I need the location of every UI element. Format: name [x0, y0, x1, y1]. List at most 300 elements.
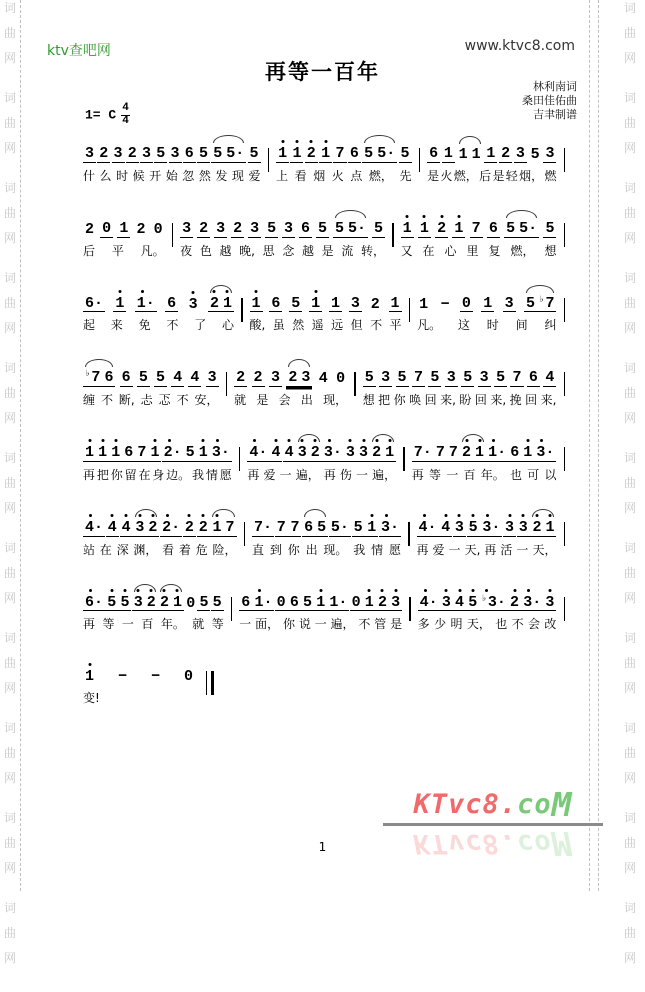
note-token: 5: [199, 593, 209, 611]
note-token: 5: [105, 595, 118, 612]
note-token: 6: [488, 219, 498, 237]
note-token: 3: [515, 145, 525, 162]
note-token: 1: [119, 219, 129, 237]
note-token: 2·: [162, 445, 184, 462]
watermark-column-left: [1, 1, 19, 965]
slur-group: [296, 445, 322, 462]
note-token: 1·: [135, 296, 157, 313]
lyrics-row: [239, 615, 402, 632]
note-token: 3·: [534, 445, 556, 462]
slur-group: [333, 221, 368, 238]
measure: [398, 211, 560, 259]
lyrics-row: [412, 466, 557, 483]
lyric-syllable: 想: [544, 243, 557, 258]
octave-dot: [314, 439, 317, 442]
lyric-syllable: 间: [515, 318, 528, 333]
lyric-syllable: 酸,: [249, 318, 266, 333]
lyric-syllable: 你: [393, 393, 406, 407]
lyric-syllable: 唤: [409, 393, 422, 407]
octave-dot: [176, 589, 179, 592]
lyric-syllable: 火: [440, 168, 453, 183]
octave-dot: [381, 589, 384, 592]
octave-dot: [445, 589, 448, 592]
lyric-syllable: 一: [516, 542, 529, 557]
barline: [239, 447, 241, 471]
octave-dot: [141, 290, 144, 293]
lyric-syllable: 缠: [83, 393, 96, 407]
lyricist-credit: 林利南词: [533, 80, 577, 93]
note-token: 0: [184, 668, 194, 686]
watermark-char: 词: [3, 721, 16, 735]
note-token: 3: [543, 595, 556, 612]
lyric-syllable: 后: [83, 243, 96, 258]
note-token: 1: [483, 294, 493, 312]
lyric-syllable: 深: [116, 542, 129, 557]
note-token: 1: [109, 445, 122, 462]
octave-dot: [424, 589, 427, 592]
slur-group: [211, 146, 246, 163]
note-token: 1: [452, 221, 465, 238]
octave-dot: [188, 514, 191, 517]
lyric-syllable: 留: [124, 467, 137, 482]
note-token: 1: [83, 669, 96, 685]
note-token: 2: [199, 219, 209, 237]
note-token: 7: [435, 444, 445, 461]
note-token: 1: [458, 146, 468, 163]
note-token: 1·: [486, 445, 508, 462]
measure: [80, 659, 198, 706]
note-token: 2: [146, 520, 159, 537]
note-token: 1: [521, 445, 534, 462]
note-token: 5: [267, 219, 277, 237]
notes-row: [250, 286, 402, 313]
notes-row: [83, 435, 232, 462]
lyric-syllable: 现: [231, 168, 244, 183]
lyric-syllable: 盼: [459, 393, 472, 407]
note-token: 1: [543, 520, 556, 537]
octave-dot: [472, 514, 475, 517]
note-token: 2: [208, 296, 221, 313]
watermark-char: 网: [623, 141, 636, 155]
page-number: 1: [318, 840, 327, 854]
note-token: 1: [96, 445, 109, 462]
lyric-syllable: 再: [83, 617, 96, 632]
lyric-syllable: 越: [219, 243, 232, 258]
octave-dot: [163, 589, 166, 592]
octave-dot: [444, 514, 447, 517]
note-token: 2: [501, 145, 511, 162]
watermark-char: 曲: [623, 26, 636, 40]
barline: [564, 597, 566, 621]
note-token: 3: [545, 145, 555, 162]
note-token: 7: [471, 219, 481, 237]
measure: [249, 510, 404, 558]
barline: [231, 597, 233, 621]
octave-dot: [310, 140, 313, 143]
site-name-link[interactable]: ktv查吧网: [47, 43, 111, 59]
octave-dot: [540, 439, 543, 442]
note-token: 3: [250, 219, 260, 237]
barline: [409, 597, 411, 621]
lyric-syllable: 远: [331, 318, 344, 333]
note-token: 3: [132, 595, 145, 612]
watermark-char: 曲: [3, 926, 16, 940]
octave-dot: [465, 439, 468, 442]
note-token: 1: [210, 520, 223, 537]
lyric-syllable: 出: [300, 393, 313, 407]
lyric-syllable: 活: [500, 542, 513, 557]
watermark-char: 词: [3, 541, 16, 555]
lyric-syllable: 再: [416, 542, 429, 557]
octave-dot: [388, 439, 391, 442]
octave-dot: [137, 589, 140, 592]
lyric-syllable: 来,: [540, 393, 557, 407]
lyric-syllable: 回: [424, 393, 437, 407]
lyrics-row: [83, 167, 261, 184]
lyrics-row: [234, 391, 347, 408]
lyric-syllable: 是: [390, 617, 403, 632]
note-token: 4·: [83, 520, 105, 537]
lyric-syllable: 么: [99, 168, 112, 183]
measure: [80, 136, 264, 184]
note-token: 7: [137, 444, 147, 461]
measure: [80, 585, 227, 633]
watermark-char: 网: [623, 51, 636, 65]
lyrics-row: [83, 391, 219, 408]
note-token: 1: [309, 296, 322, 313]
notes-row: [83, 360, 219, 387]
note-token: 3: [389, 595, 402, 612]
note-token: 3: [344, 445, 357, 462]
lyrics-row: [401, 242, 557, 259]
lyric-syllable: 我: [192, 467, 205, 482]
octave-dot: [423, 514, 426, 517]
lyric-syllable: 纠: [544, 318, 557, 333]
octave-dot: [385, 514, 388, 517]
lyric-syllable: 出: [305, 542, 318, 557]
octave-dot: [522, 514, 525, 517]
note-token: 1: [401, 221, 414, 238]
lyric-syllable: 会: [528, 617, 541, 632]
measure: [236, 585, 405, 633]
octave-dot: [492, 439, 495, 442]
watermark-char: 曲: [623, 116, 636, 130]
lyric-syllable: 再: [247, 467, 260, 482]
watermark-char: 曲: [623, 836, 636, 850]
note-token: 5: [335, 219, 345, 237]
lyric-syllable: 烟，: [519, 168, 544, 183]
lyric-syllable: 就: [192, 617, 205, 632]
key-text: 1= C: [85, 107, 117, 123]
lyrics-row: [83, 615, 224, 632]
watermark-char: 曲: [623, 926, 636, 940]
notes-row: [83, 659, 195, 685]
note-token: 7: [225, 518, 235, 536]
lyric-syllable: 不: [511, 617, 524, 632]
lyric-syllable: 挽: [509, 393, 522, 407]
watermark-char: 曲: [3, 116, 16, 130]
watermark-char: 网: [623, 411, 636, 425]
lyric-syllable: 爱: [248, 168, 261, 183]
octave-dot: [88, 439, 91, 442]
lyric-syllable: 开: [149, 168, 162, 183]
credits-block: [522, 80, 577, 122]
lyric-syllable: 再: [484, 542, 497, 557]
lyric-syllable: 这: [457, 318, 470, 333]
octave-dot: [255, 290, 258, 293]
lyric-syllable: 你: [287, 542, 300, 557]
lyric-syllable: 会: [278, 393, 291, 407]
lyric-syllable: 直: [252, 542, 265, 557]
lyric-syllable: 遍，: [372, 467, 397, 482]
watermark-char: 词: [3, 181, 16, 195]
watermark-char: 网: [3, 681, 16, 695]
note-token: −: [151, 668, 161, 686]
score-system: [80, 286, 569, 334]
lyric-syllable: 遥: [311, 318, 324, 333]
watermark-char: 词: [623, 361, 636, 375]
note-token: 6: [184, 145, 194, 162]
note-token: −: [440, 295, 450, 313]
lyric-syllable: 然: [292, 318, 305, 333]
note-token: 5: [545, 219, 555, 237]
octave-dot: [216, 439, 219, 442]
note-token: 7: [276, 518, 286, 536]
lyric-syllable: 等: [102, 617, 115, 632]
lyric-syllable: 再: [83, 467, 96, 482]
watermark-char: 曲: [3, 476, 16, 490]
note-token: 1: [390, 294, 400, 312]
watermark-char: 网: [3, 411, 16, 425]
lyric-syllable: 了: [194, 318, 207, 333]
note-token: 5: [156, 369, 166, 387]
slur-group: [530, 520, 556, 537]
octave-dot: [281, 140, 284, 143]
watermark-char: 网: [623, 591, 636, 605]
site-url-link[interactable]: www.ktvc8.com: [464, 38, 575, 54]
octave-dot: [478, 439, 481, 442]
octave-dot: [458, 514, 461, 517]
lyric-syllable: 然: [198, 168, 211, 183]
note-token: 5·: [226, 145, 245, 162]
note-token: 5: [318, 219, 328, 237]
note-token: 1: [471, 146, 481, 163]
notes-row: [234, 360, 347, 387]
note-token: 5·: [377, 145, 396, 162]
note-token: 3·: [210, 445, 232, 462]
barline: [564, 522, 566, 546]
slur-group: [158, 595, 184, 612]
lyric-syllable: 百: [463, 467, 476, 482]
note-token: 0: [351, 593, 361, 611]
note-token: 6: [528, 369, 538, 387]
note-token: 0: [186, 594, 196, 612]
lyric-syllable: 情: [205, 467, 218, 482]
octave-dot: [485, 589, 488, 592]
lyric-syllable: 百: [141, 617, 154, 632]
note-token: 3: [357, 445, 370, 462]
slur-group: [460, 445, 486, 462]
lyric-syllable: 到: [269, 542, 282, 557]
watermark-char: 网: [623, 681, 636, 695]
lyric-syllable: 情: [371, 542, 384, 557]
note-token: 1: [363, 595, 376, 612]
note-token: 5: [185, 444, 195, 461]
flat-sign: ♭: [539, 294, 545, 305]
note-token: 4: [120, 520, 133, 537]
left-dashed-border: [20, 0, 21, 891]
lyric-syllable: 来,: [490, 393, 507, 407]
note-token: 1: [148, 445, 161, 462]
notes-row: [427, 136, 556, 163]
octave-dot: [301, 439, 304, 442]
note-token: 5: [374, 219, 384, 237]
watermark-column-right: [621, 1, 639, 965]
note-token: 2: [435, 221, 448, 238]
note-token: 3: [142, 145, 152, 162]
time-signature: $\frac{4}{4}$: [122, 102, 129, 127]
barline: [241, 298, 243, 322]
slur-group: [524, 296, 556, 313]
lyric-syllable: 着: [178, 542, 191, 557]
lyrics-row: [363, 391, 557, 408]
lyric-syllable: 可: [527, 467, 540, 482]
right-dashed-border-inner: [598, 0, 599, 891]
note-token: 7: [335, 145, 345, 162]
watermark-char: 曲: [623, 296, 636, 310]
note-token: 2: [183, 520, 196, 537]
octave-dot: [457, 215, 460, 218]
notes-row: [417, 510, 557, 537]
octave-dot: [202, 514, 205, 517]
octave-dot: [288, 439, 291, 442]
lyric-syllable: 不: [358, 617, 371, 632]
lyric-syllable: 燃，: [453, 168, 478, 183]
note-token: 5: [430, 369, 440, 387]
lyric-syllable: 天，: [466, 617, 491, 632]
watermark-char: 曲: [3, 296, 16, 310]
octave-dot: [118, 290, 121, 293]
note-token: 6: [301, 219, 311, 237]
lyric-syllable: 也: [495, 617, 508, 632]
lyric-syllable: 凡。: [140, 243, 165, 258]
lyric-syllable: 燃，: [510, 243, 535, 258]
octave-dot: [508, 514, 511, 517]
note-token: 3: [182, 219, 192, 237]
measure: [80, 435, 235, 483]
note-token: 5: [397, 369, 407, 387]
note-token: 2·: [160, 520, 182, 537]
lyric-syllable: 少: [434, 617, 447, 632]
octave-dot: [486, 514, 489, 517]
octave-dot: [548, 514, 551, 517]
ktvc8-logo-text: KTvc8.coM: [413, 785, 573, 824]
measure: [80, 286, 237, 334]
note-token: 3: [301, 369, 311, 387]
barline: [226, 372, 228, 396]
note-token: 3: [216, 219, 226, 237]
note-token: 7: [290, 518, 300, 536]
note-token: 4·: [417, 520, 439, 537]
note-token: 2: [370, 295, 380, 313]
note-token: 2: [99, 145, 109, 162]
octave-dot: [202, 439, 205, 442]
note-token: 3: [479, 369, 489, 387]
note-token: 5: [156, 145, 166, 162]
barline: [564, 223, 566, 247]
note-token: 5: [466, 595, 479, 612]
note-token: 6: [167, 294, 177, 312]
lyric-syllable: 色: [199, 243, 212, 258]
lyric-syllable: 复: [488, 243, 501, 258]
lyric-syllable: 愿: [388, 542, 401, 557]
note-token: 3: [381, 369, 391, 387]
octave-dot: [89, 589, 92, 592]
measure: [273, 136, 414, 184]
note-token: 7: [448, 444, 458, 461]
lyric-syllable: 边。: [166, 467, 191, 482]
octave-dot: [375, 439, 378, 442]
note-token: 4: [283, 445, 296, 462]
watermark-char: 曲: [623, 566, 636, 580]
lyric-syllable: 遍，: [295, 467, 320, 482]
lyric-syllable: 一: [314, 617, 327, 632]
lyric-syllable: 我: [353, 542, 366, 557]
lyric-syllable: 一: [356, 467, 369, 482]
lyric-syllable: 一: [239, 617, 252, 632]
lyric-syllable: 点: [350, 168, 363, 183]
note-token: 2: [136, 220, 146, 238]
note-token: 5·: [348, 219, 367, 237]
measure: [414, 286, 559, 334]
lyric-syllable: 来: [110, 318, 123, 333]
note-token: 3: [170, 145, 180, 162]
note-token: 1: [314, 595, 327, 612]
watermark-char: 词: [623, 451, 636, 465]
note-token: 2: [158, 595, 171, 612]
note-token: 4: [173, 369, 183, 387]
note-token: 3: [113, 145, 123, 162]
watermark-char: 曲: [623, 746, 636, 760]
watermark-char: 词: [3, 811, 16, 825]
lyrics-row: [83, 242, 165, 259]
lyric-syllable: 是: [321, 243, 334, 258]
octave-dot: [513, 589, 516, 592]
lyric-syllable: 忐: [140, 393, 153, 407]
note-token: 1: [83, 445, 96, 462]
watermark-char: 网: [3, 231, 16, 245]
note-token: 5·: [519, 219, 538, 237]
lyric-syllable: 来,: [440, 393, 456, 407]
watermark-char: 词: [623, 811, 636, 825]
lyric-syllable: 年。: [480, 467, 505, 482]
notes-row: [83, 510, 237, 537]
note-token: 1: [250, 296, 263, 313]
note-token: 2: [253, 369, 263, 387]
lyric-syllable: 也: [509, 467, 522, 482]
barline: [408, 522, 410, 546]
slur-group: [132, 595, 158, 612]
octave-dot: [526, 439, 529, 442]
note-token: 4·: [418, 595, 440, 612]
watermark-char: 曲: [3, 26, 16, 40]
lyric-syllable: 虽: [272, 318, 285, 333]
lyric-syllable: 站: [83, 542, 96, 557]
lyrics-row: [180, 242, 385, 259]
lyrics-row: [83, 541, 237, 558]
note-token: 3: [284, 219, 294, 237]
lyric-syllable: 但: [350, 318, 363, 333]
